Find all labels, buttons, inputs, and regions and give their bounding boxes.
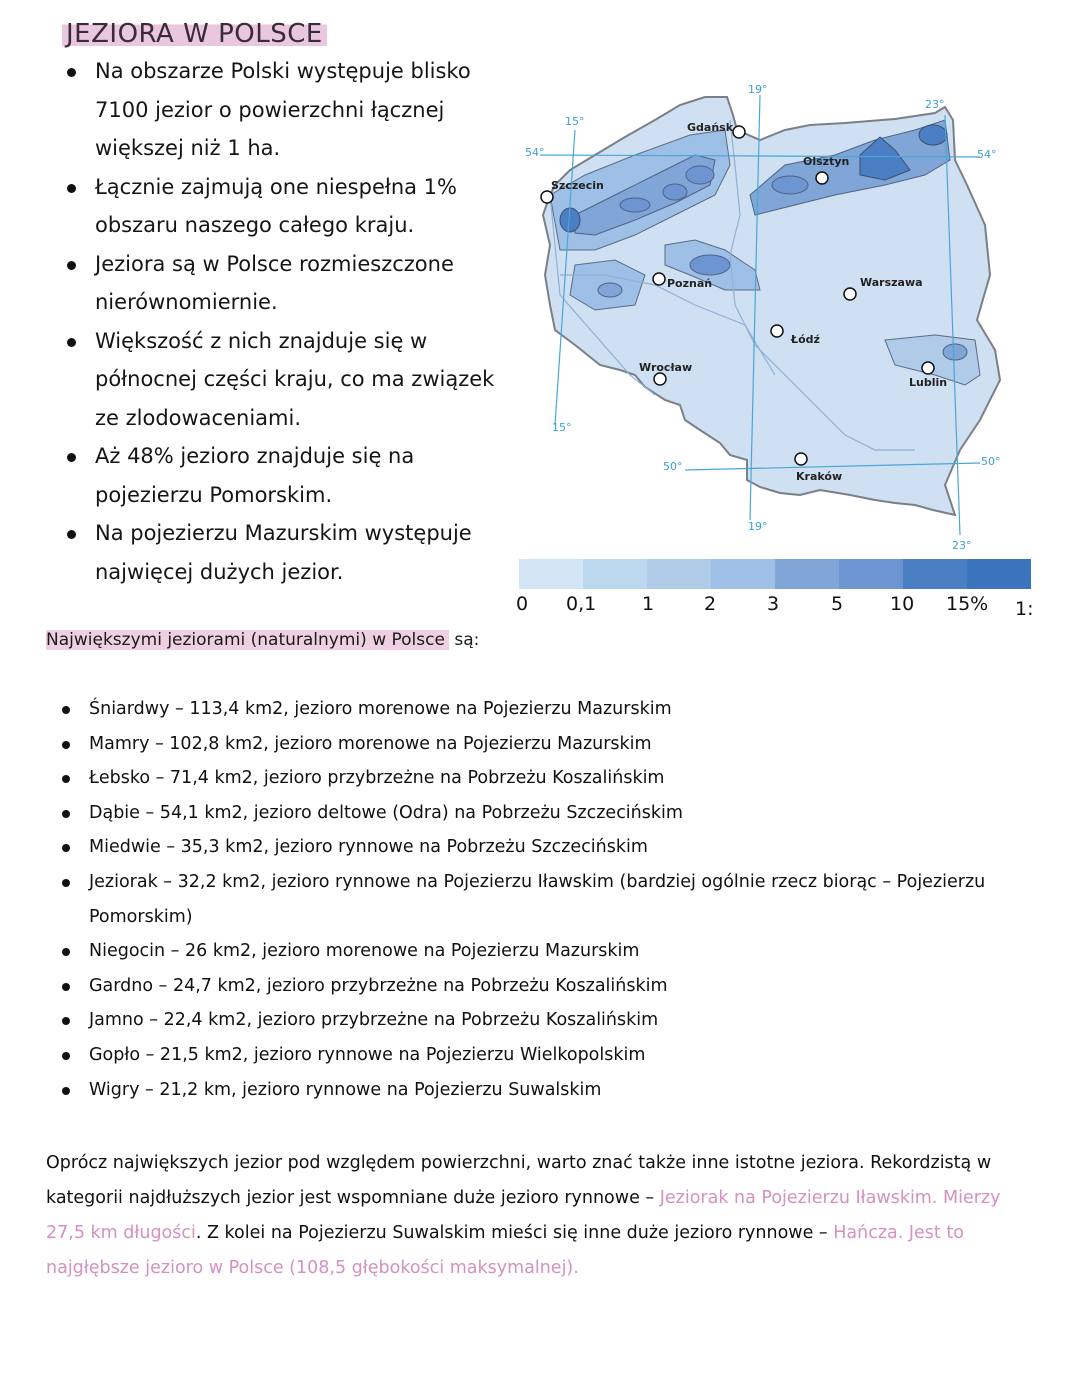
lake-item: Jamno – 22,4 km2, jezioro przybrzeżne na Pobrzeżu Koszalińskim [60, 1003, 1020, 1038]
fact-item: Na obszarze Polski występuje blisko 7100 jezior o powierzchni łącznej większej niż 1 ha. [60, 52, 520, 168]
page-title: JEZIORA W POLSCE [62, 18, 327, 50]
svg-text:Warszawa: Warszawa [860, 276, 923, 289]
paragraph-text: . Z kolei na Pojezierzu Suwalskim mieści się inne duże jezioro rynnowe – [195, 1223, 834, 1243]
legend-label: 2 [704, 593, 717, 615]
map-legend-scale [519, 559, 1031, 589]
legend-label: 0 [516, 593, 529, 615]
legend-swatch [583, 559, 647, 589]
lon-19-top-label: 19° [748, 83, 768, 96]
lake-item: Gopło – 21,5 km2, jezioro rynnowe na Pojezierzu Wielkopolskim [60, 1038, 1020, 1073]
legend-swatch [519, 559, 583, 589]
lon-23-bottom-label: 23° [952, 539, 972, 552]
legend-label: 1 [642, 593, 655, 615]
fact-item: Łącznie zajmują one niespełna 1% obszaru naszego całego kraju. [60, 168, 520, 245]
svg-text:Łódź: Łódź [791, 333, 820, 346]
legend-swatch [903, 559, 967, 589]
legend-labels [510, 593, 1050, 623]
lake-density-map [515, 75, 1040, 560]
legend-swatch [775, 559, 839, 589]
lat-54-left-label: 54° [525, 146, 545, 159]
lake-item: Mamry – 102,8 km2, jezioro morenowe na Pojezierzu Mazurskim [60, 727, 1020, 762]
fact-item: Na pojezierzu Mazurskim występuje najwięcej dużych jezior. [60, 514, 520, 591]
legend-label: 3 [767, 593, 780, 615]
lon-15-top-label: 15° [565, 115, 585, 128]
lake-item: Niegocin – 26 km2, jezioro morenowe na Pojezierzu Mazurskim [60, 934, 1020, 969]
svg-text:Kraków: Kraków [796, 470, 843, 483]
paragraph-highlight-hancza: Hańcza. Jest to najgłębsze jezioro w Polsce (108,5 głębokości maksymalnej). [46, 1223, 964, 1278]
svg-text:Wrocław: Wrocław [639, 361, 693, 374]
legend-label: 15% [946, 593, 989, 615]
lakes-list-heading [46, 626, 479, 654]
svg-text:Poznań: Poznań [667, 277, 713, 290]
legend-swatch [647, 559, 711, 589]
legend-swatch [839, 559, 903, 589]
svg-text:Szczecin: Szczecin [551, 179, 604, 192]
legend-label: 0,1 [566, 593, 597, 615]
lat-54-right-label: 54° [977, 148, 997, 161]
legend-swatch [967, 559, 1031, 589]
svg-text:Olsztyn: Olsztyn [803, 155, 850, 168]
largest-lakes-list [60, 692, 1020, 1107]
lake-item: Gardno – 24,7 km2, jezioro przybrzeżne na Pobrzeżu Koszalińskim [60, 969, 1020, 1004]
svg-text:Gdańsk: Gdańsk [687, 121, 734, 134]
legend-swatch [711, 559, 775, 589]
lake-item: Łebsko – 71,4 km2, jezioro przybrzeżne na Pobrzeżu Koszalińskim [60, 761, 1020, 796]
facts-list [60, 52, 520, 591]
paragraph-text: Oprócz największych jezior pod względem powierzchni, warto znać także inne istotne jeziora. Rekordzistą w kategorii najdłuższych jezior jest wspomniane duże jezioro rynnowe – [46, 1153, 992, 1208]
lon-19-bottom-label: 19° [748, 520, 768, 533]
map-scale-label: 1: [1015, 598, 1034, 620]
lake-item: Miedwie – 35,3 km2, jezioro rynnowe na Pobrzeżu Szczecińskim [60, 830, 1020, 865]
lon-15-bottom-label: 15° [552, 421, 572, 434]
lake-item: Jeziorak – 32,2 km2, jezioro rynnowe na Pojezierzu Iławskim (bardziej ogólnie rzecz biorąc – Pojezierzu Pomorskim) [60, 865, 1020, 934]
fact-item: Większość z nich znajduje się w północnej części kraju, co ma związek ze zlodowaceniami. [60, 322, 520, 438]
lat-50-left-label: 50° [663, 460, 683, 473]
legend-label: 10 [890, 593, 915, 615]
paragraph-highlight-jeziorak: Jeziorak na Pojezierzu Iławskim. Mierzy 27,5 km długości [46, 1188, 1001, 1243]
lakes-heading-highlight: Największymi jeziorami (naturalnymi) w Polsce [46, 630, 449, 650]
lake-item: Wigry – 21,2 km, jezioro rynnowe na Pojezierzu Suwalskim [60, 1073, 1020, 1108]
fact-item: Jeziora są w Polsce rozmieszczone nierównomiernie. [60, 245, 520, 322]
lon-23-top-label: 23° [925, 98, 945, 111]
legend-label: 5 [831, 593, 844, 615]
lat-50-right-label: 50° [981, 455, 1001, 468]
summary-paragraph [46, 1146, 1036, 1286]
lake-item: Dąbie – 54,1 km2, jezioro deltowe (Odra) na Pobrzeżu Szczecińskim [60, 796, 1020, 831]
svg-text:Lublin: Lublin [909, 376, 948, 389]
lakes-heading-suffix: są: [448, 630, 480, 650]
fact-item: Aż 48% jezioro znajduje się na pojezierzu Pomorskim. [60, 437, 520, 514]
poland-map-svg [515, 75, 1040, 560]
lake-item: Śniardwy – 113,4 km2, jezioro morenowe na Pojezierzu Mazurskim [60, 692, 1020, 727]
